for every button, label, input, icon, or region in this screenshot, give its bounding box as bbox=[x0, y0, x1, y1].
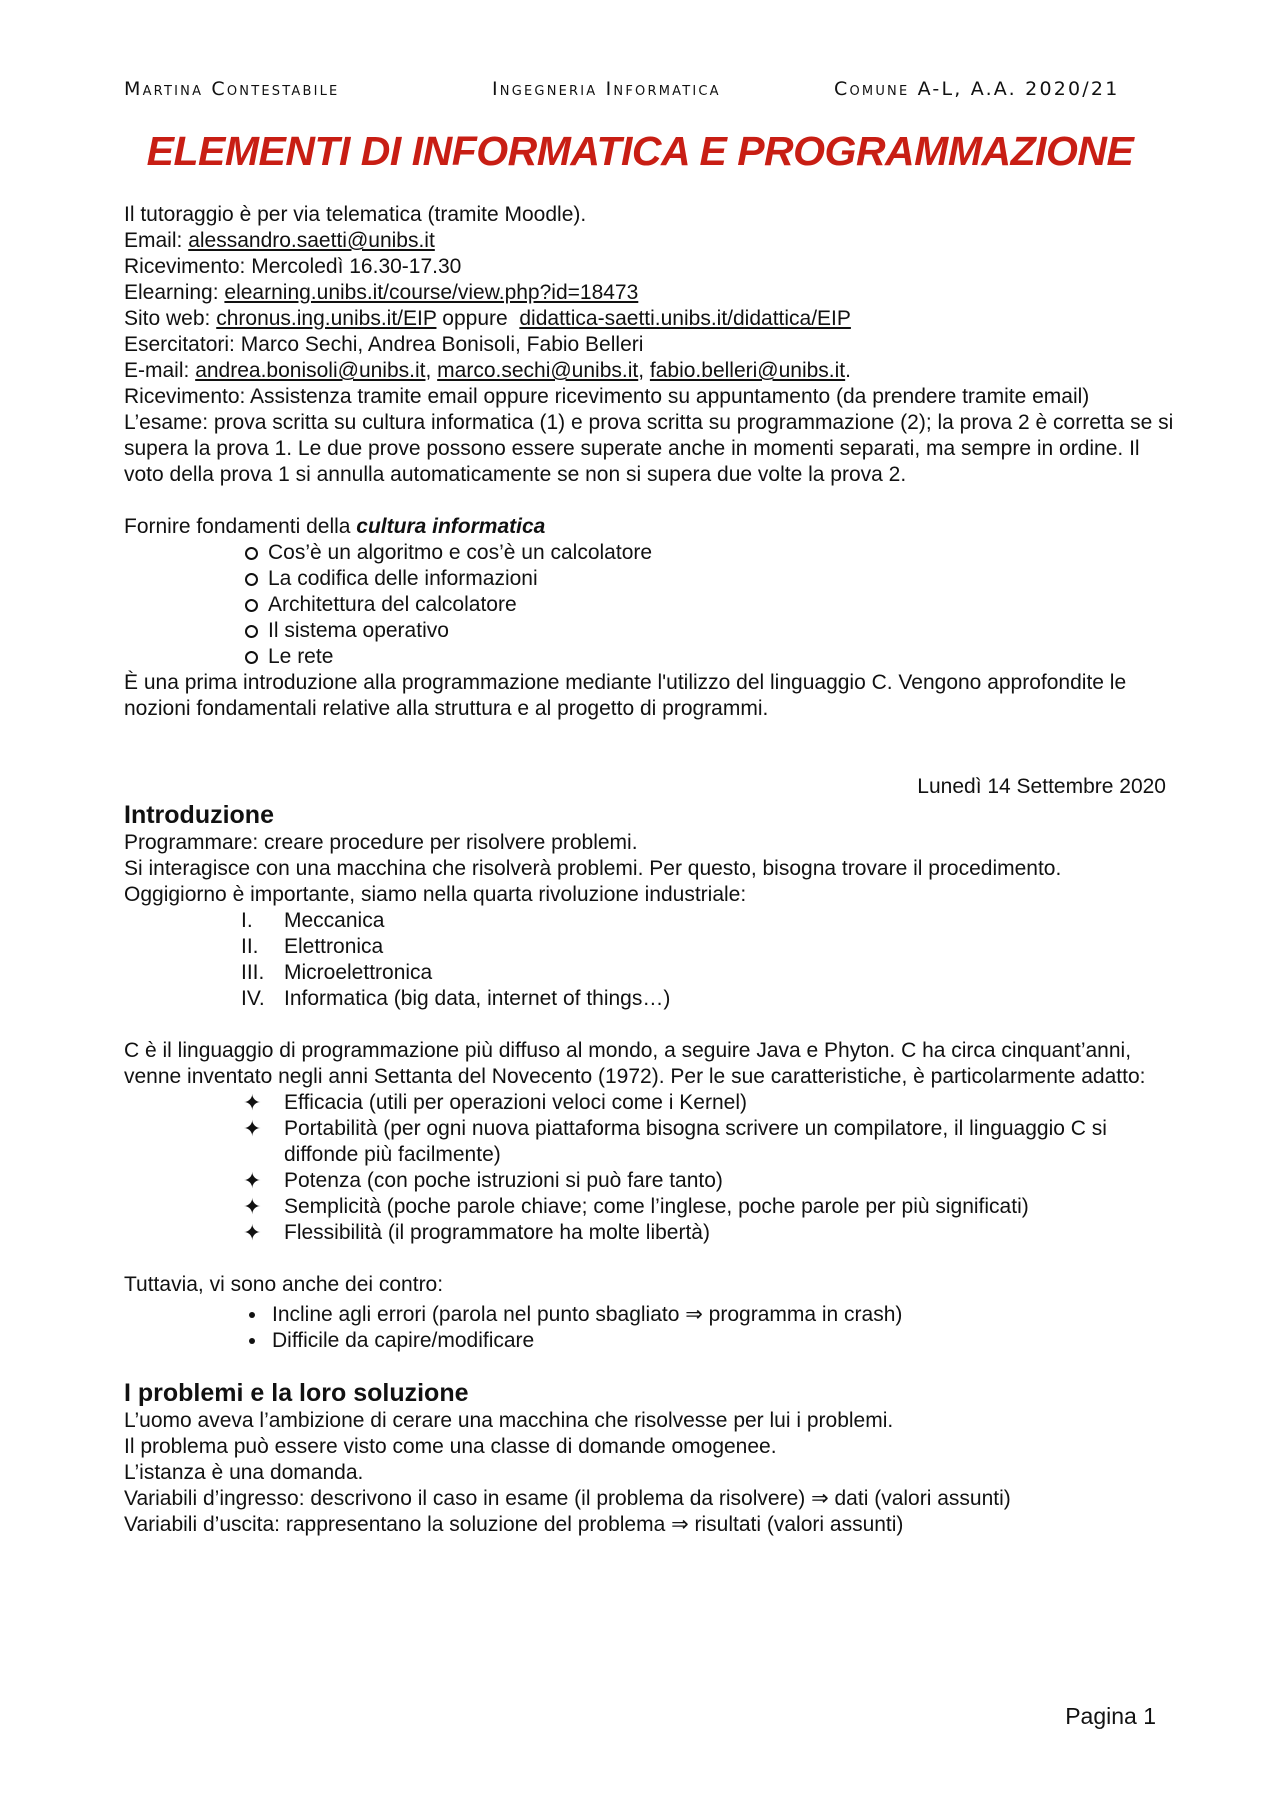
star-bullet-icon: ✦ bbox=[243, 1090, 262, 1115]
section-title-introduzione: Introduzione bbox=[124, 801, 274, 829]
list-item bbox=[124, 934, 1184, 960]
header-author: Martina Contestabile bbox=[124, 78, 340, 100]
website-line bbox=[124, 306, 1184, 332]
pros-list bbox=[124, 1090, 1184, 1246]
problems-paragraph-4: Variabili d’ingresso: descrivono il caso in esame (il problema da risolvere) ⇒ dati (valori assunti) bbox=[124, 1487, 1011, 1510]
list-item bbox=[124, 1220, 1184, 1246]
list-item: Incline agli errori (parola nel punto sbagliato ⇒ programma in crash) bbox=[124, 1302, 1184, 1328]
goals-intro-text: Fornire fondamenti della bbox=[124, 515, 357, 538]
star-bullet-icon: ✦ bbox=[243, 1220, 262, 1245]
website-oppure: oppure bbox=[436, 307, 520, 330]
list-text: Potenza (con poche istruzioni si può fare tanto) bbox=[284, 1169, 723, 1192]
intro-paragraph-2: Si interagisce con una macchina che risolverà problemi. Per questo, bisogna trovare il procedimento. bbox=[124, 857, 1062, 880]
ricevimento-line: Ricevimento: Mercoledì 16.30-17.30 bbox=[124, 255, 462, 278]
email-link-saetti[interactable]: alessandro.saetti@unibs.it bbox=[188, 229, 435, 252]
emails-separator: , bbox=[425, 359, 438, 382]
list-item: Difficile da capire/modificare bbox=[124, 1328, 1184, 1354]
list-number: III. bbox=[241, 961, 265, 984]
list-item bbox=[124, 986, 1184, 1012]
problems-paragraph-1: L’uomo aveva l’ambizione di cerare una macchina che risolvesse per lui i problemi. bbox=[124, 1409, 894, 1432]
email-link-sechi[interactable]: marco.sechi@unibs.it bbox=[437, 359, 639, 382]
list-item bbox=[124, 1168, 1184, 1194]
email-link-belleri[interactable]: fabio.belleri@unibs.it bbox=[649, 359, 846, 382]
emails-label: E-mail: bbox=[124, 359, 196, 382]
exam-paragraph: L’esame: prova scritta su cultura informatica (1) e prova scritta su programmazione (2); la prova 2 è corretta se si supera la prova 1. Le due prove possono essere superate anche in momenti separati, ma sempre in ordine. Il voto della prova 1 si annulla automaticamente se non si supera due volte la prova 2. bbox=[124, 411, 1174, 486]
list-number: I. bbox=[241, 909, 253, 932]
section-title-problemi: I problemi e la loro soluzione bbox=[124, 1379, 469, 1407]
website-link-chronus[interactable]: chronus.ing.unibs.it/EIP bbox=[216, 307, 437, 330]
emails-end: . bbox=[845, 359, 851, 382]
list-item: Cos’è un algoritmo e cos’è un calcolatore bbox=[124, 540, 1184, 566]
list-text: Informatica (big data, internet of things…) bbox=[284, 987, 671, 1010]
document-title: ELEMENTI DI INFORMATICA E PROGRAMMAZIONE bbox=[146, 128, 1134, 174]
website-label: Sito web: bbox=[124, 307, 217, 330]
list-number: II. bbox=[241, 935, 259, 958]
star-bullet-icon: ✦ bbox=[243, 1194, 262, 1219]
goals-list bbox=[124, 540, 1184, 670]
elearning-label: Elearning: bbox=[124, 281, 225, 304]
intro-paragraph-5: Tuttavia, vi sono anche dei contro: bbox=[124, 1273, 444, 1296]
intro-paragraph-4: C è il linguaggio di programmazione più diffuso al mondo, a seguire Java e Phyton. C ha circa cinquant’anni, venne inventato negli anni Settanta del Novecento (1972). Per le sue caratteristiche, è particolarmente adatto: bbox=[124, 1039, 1146, 1088]
list-item bbox=[124, 908, 1184, 934]
star-bullet-icon: ✦ bbox=[243, 1168, 262, 1193]
intro-paragraph-3: Oggigiorno è importante, siamo nella quarta rivoluzione industriale: bbox=[124, 883, 747, 906]
email-label: Email: bbox=[124, 229, 189, 252]
list-text: Meccanica bbox=[284, 909, 385, 932]
revolutions-list bbox=[124, 908, 1184, 1012]
tutoring-line: Il tutoraggio è per via telematica (tramite Moodle). bbox=[124, 203, 587, 226]
goals-closing: È una prima introduzione alla programmazione mediante l'utilizzo del linguaggio C. Vengono approfondite le nozioni fondamentali relative alla struttura e al progetto di programmi. bbox=[124, 671, 1127, 720]
cons-list bbox=[124, 1302, 1184, 1354]
list-item: Il sistema operativo bbox=[124, 618, 1184, 644]
elearning-line bbox=[124, 280, 1184, 306]
list-item: La codifica delle informazioni bbox=[124, 566, 1184, 592]
list-text: Flessibilità (il programmatore ha molte libertà) bbox=[284, 1221, 710, 1244]
elearning-link[interactable]: elearning.unibs.it/course/view.php?id=18473 bbox=[224, 281, 639, 304]
lesson-date: Lunedì 14 Settembre 2020 bbox=[917, 775, 1166, 798]
goals-intro bbox=[124, 514, 1184, 540]
email-link-bonisoli[interactable]: andrea.bonisoli@unibs.it bbox=[195, 359, 426, 382]
esercitatori-line: Esercitatori: Marco Sechi, Andrea Bonisoli, Fabio Belleri bbox=[124, 333, 644, 356]
header-course: Ingegneria Informatica bbox=[492, 78, 721, 100]
problems-paragraph-3: L’istanza è una domanda. bbox=[124, 1461, 364, 1484]
intro-paragraph-1: Programmare: creare procedure per risolvere problemi. bbox=[124, 831, 638, 854]
list-text: Microelettronica bbox=[284, 961, 433, 984]
emails-separator: , bbox=[638, 359, 650, 382]
list-item bbox=[124, 1194, 1184, 1220]
star-bullet-icon: ✦ bbox=[243, 1116, 262, 1141]
document-body bbox=[124, 202, 1184, 1538]
page-number: Pagina 1 bbox=[1065, 1703, 1156, 1729]
list-item bbox=[124, 960, 1184, 986]
list-item bbox=[124, 1090, 1184, 1116]
email-line bbox=[124, 228, 1184, 254]
ricevimento2-line: Ricevimento: Assistenza tramite email oppure ricevimento su appuntamento (da prendere tramite email) bbox=[124, 385, 1090, 408]
problems-paragraph-2: Il problema può essere visto come una classe di domande omogenee. bbox=[124, 1435, 777, 1458]
list-number: IV. bbox=[241, 987, 265, 1010]
list-item bbox=[124, 1116, 1184, 1168]
header-year: Comune A-L, A.A. 2020/21 bbox=[834, 78, 1120, 100]
list-item: Le rete bbox=[124, 644, 1184, 670]
website-link-didattica[interactable]: didattica-saetti.unibs.it/didattica/EIP bbox=[519, 307, 851, 330]
goals-intro-emphasis: cultura informatica bbox=[356, 515, 546, 538]
list-text: Portabilità (per ogni nuova piattaforma bisogna scrivere un compilatore, il linguaggio C si diffonde più facilmente) bbox=[284, 1117, 1107, 1166]
list-item: Architettura del calcolatore bbox=[124, 592, 1184, 618]
emails-line bbox=[124, 358, 1184, 384]
list-text: Semplicità (poche parole chiave; come l’inglese, poche parole per più significati) bbox=[284, 1195, 1029, 1218]
list-text: Elettronica bbox=[284, 935, 384, 958]
list-text: Efficacia (utili per operazioni veloci come i Kernel) bbox=[284, 1091, 747, 1114]
problems-paragraph-5: Variabili d’uscita: rappresentano la soluzione del problema ⇒ risultati (valori assunti) bbox=[124, 1513, 904, 1536]
